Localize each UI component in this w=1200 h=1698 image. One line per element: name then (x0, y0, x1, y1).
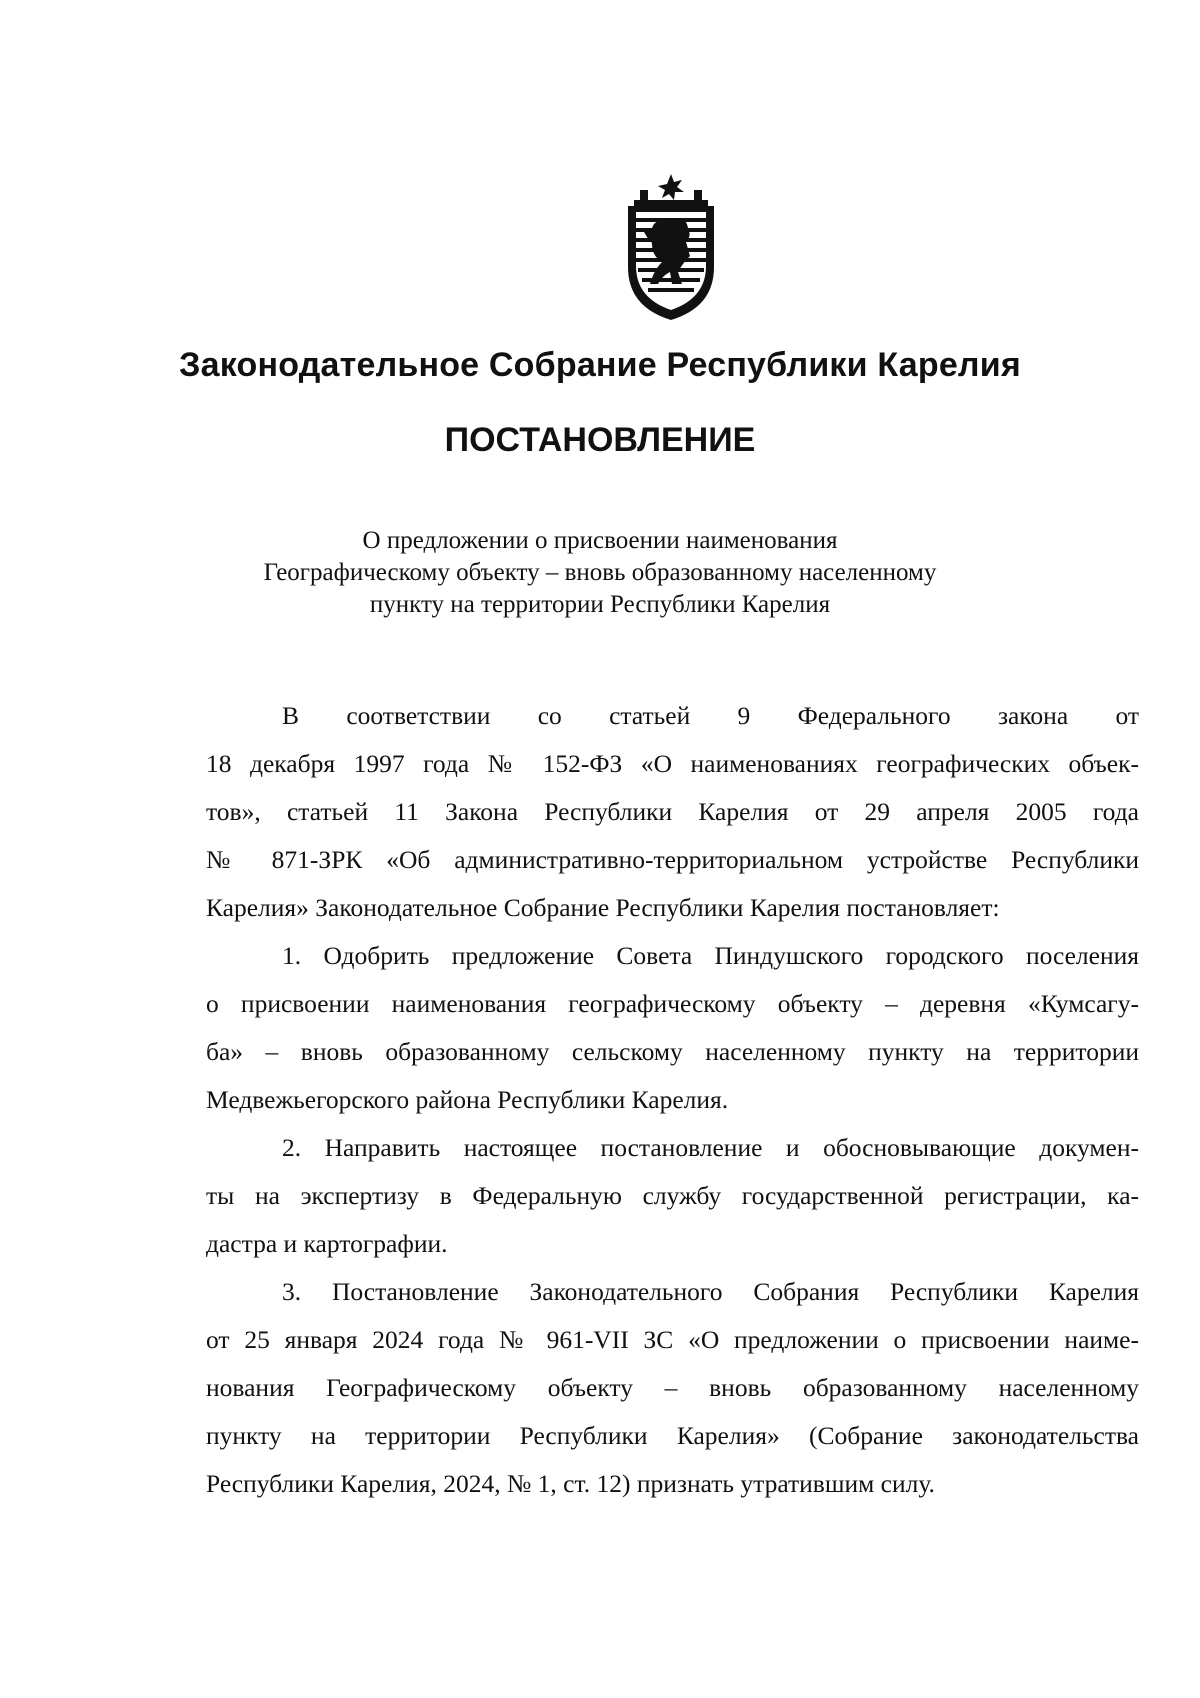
item-line: пункту на территории Республики Карелия» (Собрание законодательства (206, 1421, 1139, 1450)
item-line: 1. Одобрить предложение Совета Пиндушского городского поселения (282, 941, 1139, 970)
item-1-paragraph (206, 932, 1139, 1124)
preamble-word: статьей (609, 701, 691, 730)
preamble-line: тов», статьей 11 Закона Республики Карелия от 29 апреля 2005 года (206, 797, 1139, 826)
item-line: нования Географическому объекту – вновь образованному населенному (206, 1373, 1139, 1402)
preamble-first-line (206, 692, 1139, 740)
karelia-coat-of-arms-icon (616, 172, 726, 322)
subject-line: пункту на территории Республики Карелия (369, 591, 831, 618)
subject-line: Географическому объекту – вновь образованному населенному (263, 559, 937, 586)
item-3-paragraph (206, 1268, 1139, 1508)
document-type-heading: ПОСТАНОВЛЕНИЕ (444, 421, 756, 459)
item-line: 2. Направить настоящее постановление и обосновывающие докумен- (282, 1133, 1139, 1162)
item-line: о присвоении наименования географическому объекту – деревня «Кумсагу- (206, 989, 1139, 1018)
item-line: Медвежьегорского района Республики Карелия. (206, 1085, 729, 1114)
item-2-paragraph (206, 1124, 1139, 1268)
document-subject (250, 525, 950, 621)
organization-title: Законодательное Собрание Республики Карелия (179, 346, 1021, 384)
item-line: от 25 января 2024 года № 961-VII ЗС «О предложении о присвоении наиме- (206, 1325, 1139, 1354)
preamble-word: от (1115, 701, 1139, 730)
preamble-word: Федерального (797, 701, 951, 730)
preamble-line: Карелия» Законодательное Собрание Республики Карелия постановляет: (206, 893, 1000, 922)
item-line: Республики Карелия, 2024, № 1, ст. 12) признать утратившим силу. (206, 1469, 935, 1498)
preamble-word: 9 (737, 701, 751, 730)
document-body (206, 692, 1139, 1508)
item-line: ба» – вновь образованному сельскому населенному пункту на территории (206, 1037, 1139, 1066)
preamble-line: 18 декабря 1997 года № 152-ФЗ «О наименованиях географических объек- (206, 749, 1139, 778)
preamble-paragraph (206, 692, 1139, 932)
preamble-word: со (537, 701, 562, 730)
subject-line: О предложении о присвоении наименования (362, 527, 838, 554)
item-line: дастра и картографии. (206, 1229, 448, 1258)
preamble-word: В (282, 701, 300, 730)
item-line: 3. Постановление Законодательного Собрания Республики Карелия (282, 1277, 1139, 1306)
preamble-word: закона (997, 701, 1069, 730)
preamble-line: № 871-ЗРК «Об административно-территориальном устройстве Республики (206, 845, 1139, 874)
preamble-word: соответствии (346, 701, 491, 730)
item-line: ты на экспертизу в Федеральную службу государственной регистрации, ка- (206, 1181, 1139, 1210)
